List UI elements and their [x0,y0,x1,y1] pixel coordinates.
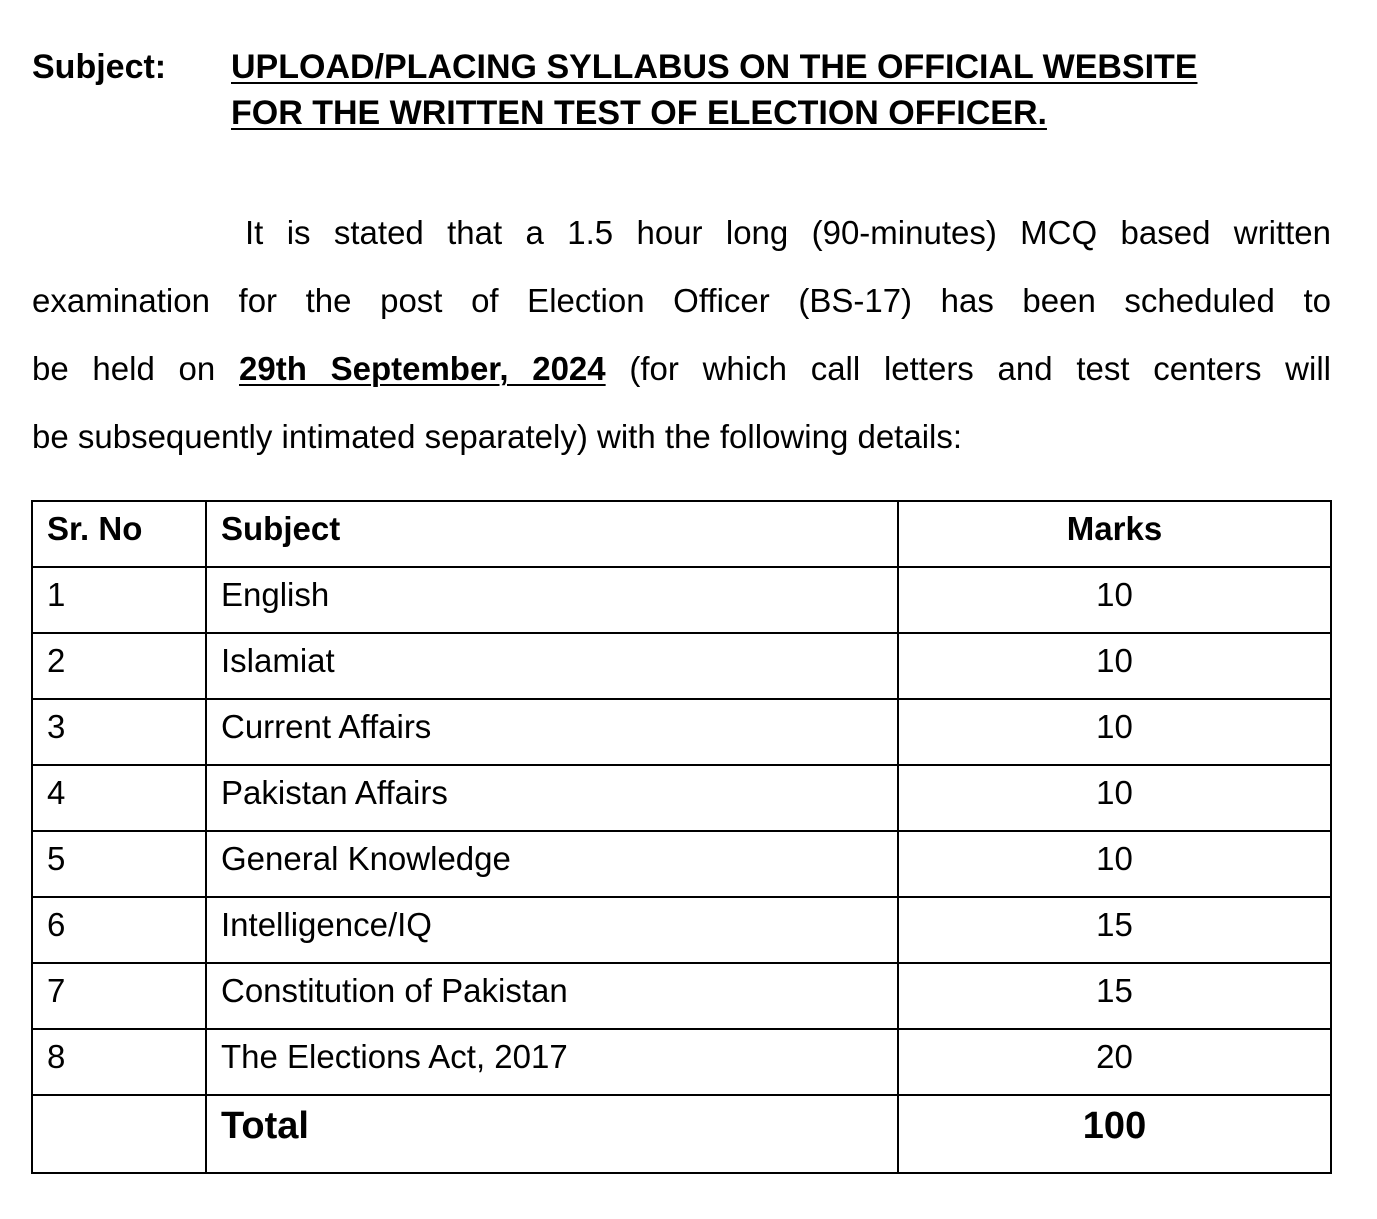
paragraph-line-2: examination for the post of Election Officer (BS-17) has been scheduled to [32,282,1331,319]
paragraph-line-3 [32,335,1331,403]
table-row [32,699,1331,765]
row-subject: The Elections Act, 2017 [206,1029,898,1095]
table-row [32,963,1331,1029]
paragraph-line-4: be subsequently intimated separately) with the following details: [32,418,963,455]
subject-label: Subject: [32,48,167,86]
row-sr: 3 [32,699,206,765]
row-subject: Islamiat [206,633,898,699]
row-marks: 10 [898,633,1331,699]
exam-date: 29th September, 2024 [239,350,606,387]
row-subject: Current Affairs [206,699,898,765]
row-sr: 8 [32,1029,206,1095]
paragraph-line-3-post: (for which call letters and test centers will [605,350,1332,387]
table-header-row [32,501,1331,567]
row-marks: 20 [898,1029,1331,1095]
row-marks: 15 [898,897,1331,963]
table-row [32,1029,1331,1095]
total-sr [32,1095,206,1173]
total-label: Total [206,1095,898,1173]
row-marks: 15 [898,963,1331,1029]
row-marks: 10 [898,567,1331,633]
total-marks: 100 [898,1095,1331,1173]
row-marks: 10 [898,699,1331,765]
table-row [32,897,1331,963]
row-marks: 10 [898,765,1331,831]
row-sr: 7 [32,963,206,1029]
subject-title [231,44,1341,136]
row-subject: English [206,567,898,633]
body-paragraph [32,199,1331,471]
marks-table [31,500,1332,1174]
header-subject: Subject [206,501,898,567]
subject-title-line-1: UPLOAD/PLACING SYLLABUS ON THE OFFICIAL WEBSITE [231,48,1198,86]
row-sr: 2 [32,633,206,699]
row-sr: 5 [32,831,206,897]
header-sr-no: Sr. No [32,501,206,567]
row-sr: 6 [32,897,206,963]
row-subject: Pakistan Affairs [206,765,898,831]
row-subject: General Knowledge [206,831,898,897]
table-row [32,567,1331,633]
total-row [32,1095,1331,1173]
table-row [32,831,1331,897]
paragraph-line-1-text: It is stated that a 1.5 hour long (90-minutes) MCQ based written [245,214,1331,251]
row-subject: Intelligence/IQ [206,897,898,963]
table-row [32,633,1331,699]
header-marks: Marks [898,501,1331,567]
paragraph-line-1 [32,199,1331,267]
paragraph-line-3-pre: be held on [32,350,239,387]
subject-title-line-2: FOR THE WRITTEN TEST OF ELECTION OFFICER. [231,94,1047,132]
table-row [32,765,1331,831]
row-marks: 10 [898,831,1331,897]
row-sr: 1 [32,567,206,633]
row-subject: Constitution of Pakistan [206,963,898,1029]
row-sr: 4 [32,765,206,831]
